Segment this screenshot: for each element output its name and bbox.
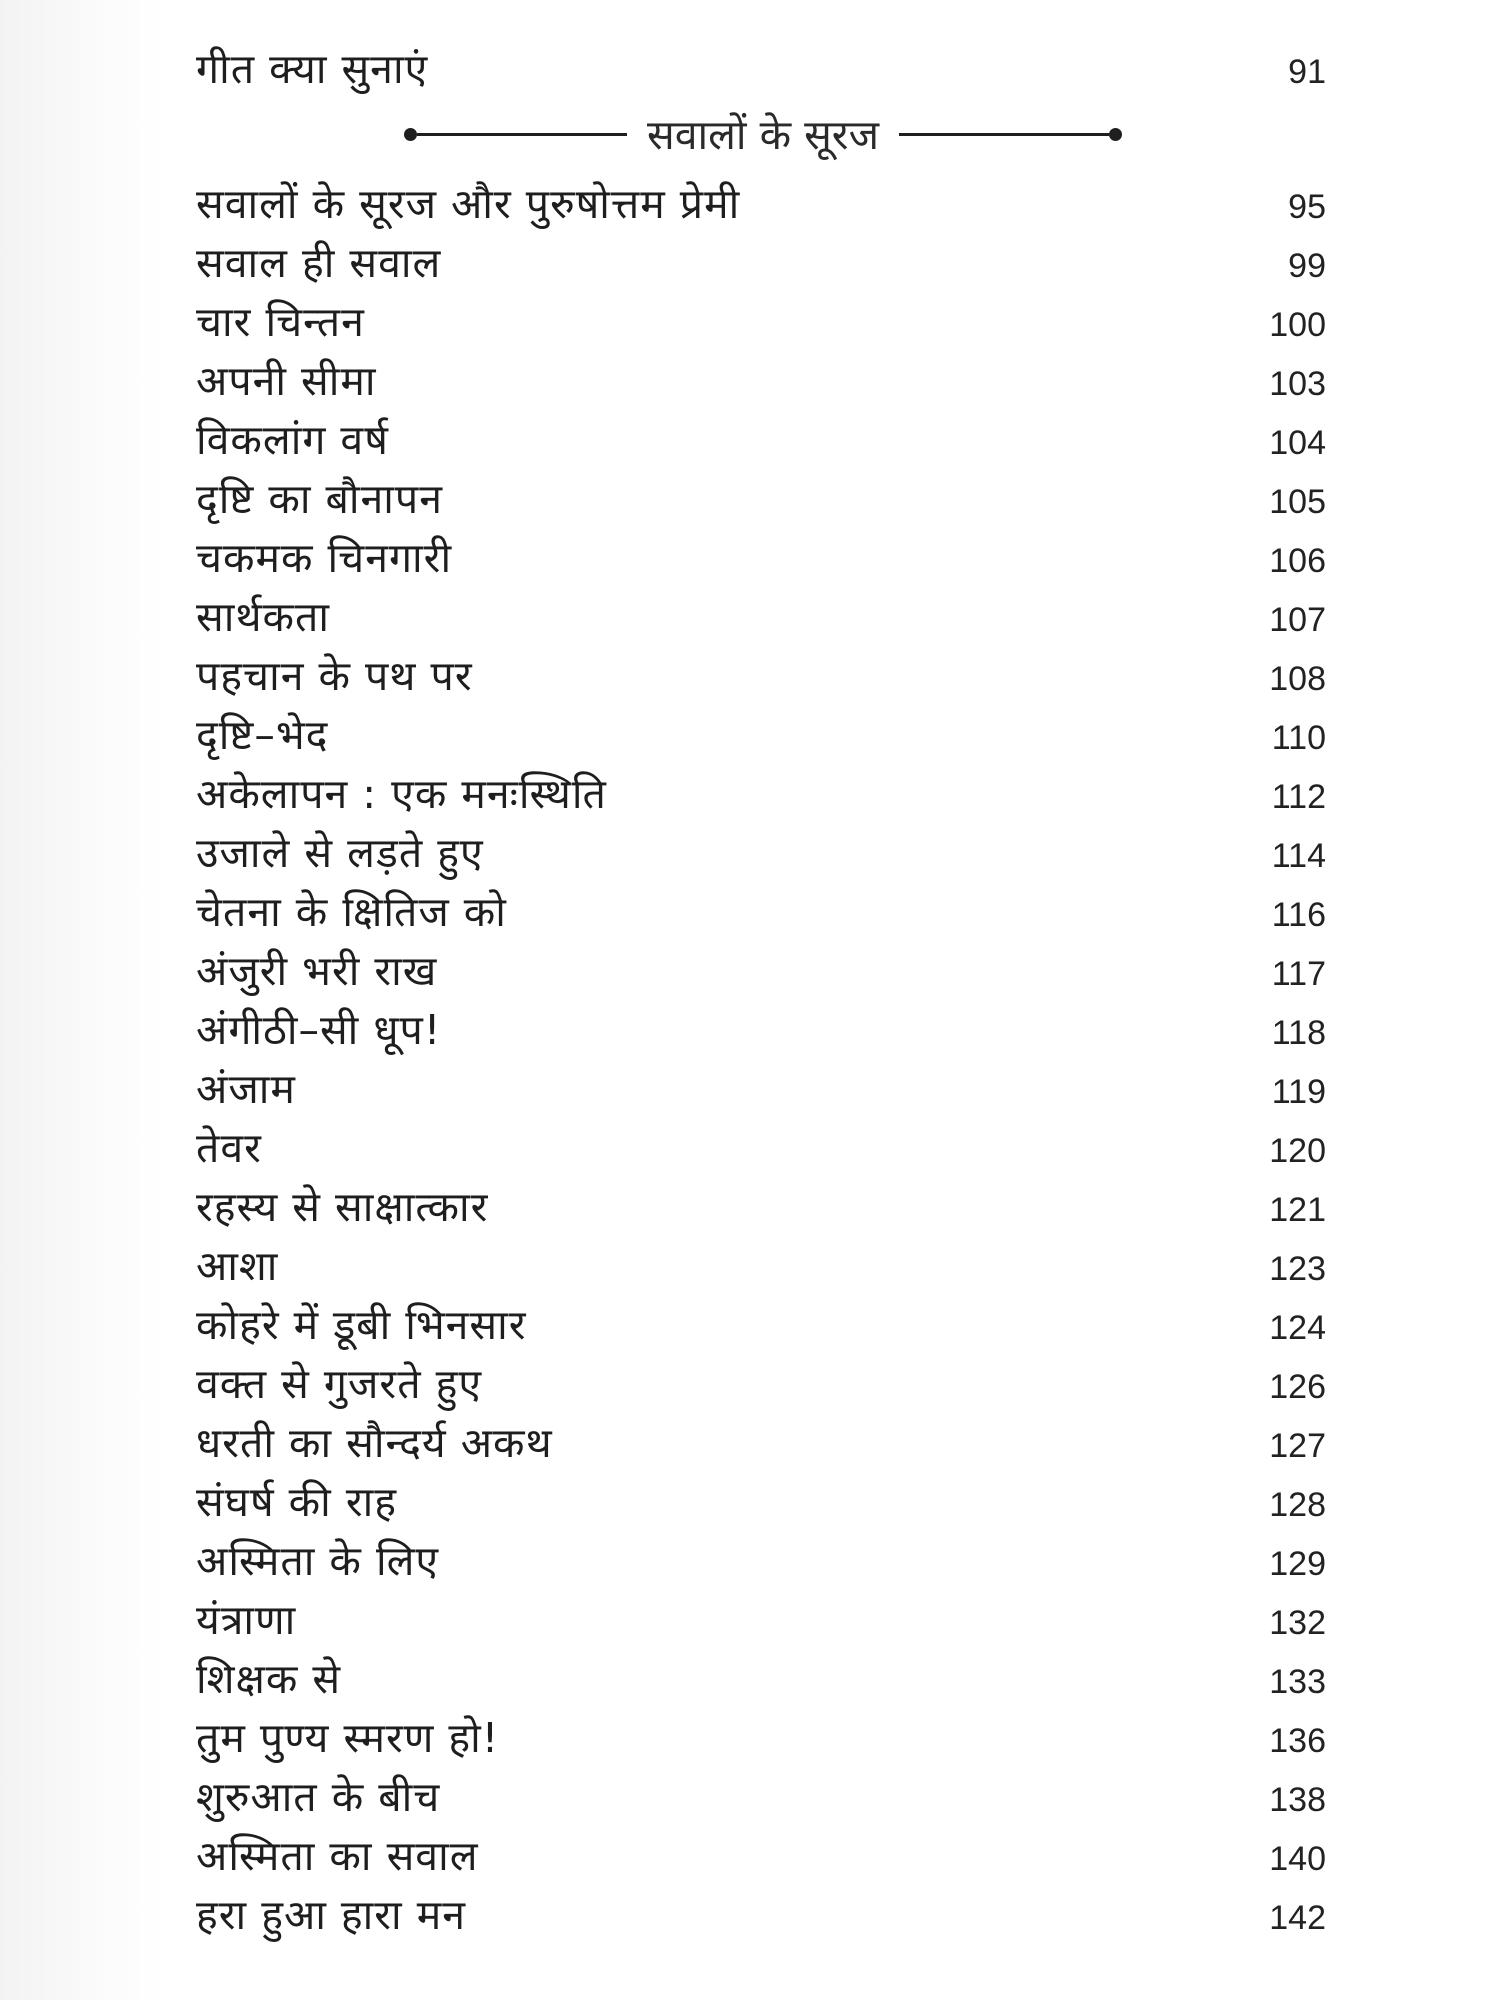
toc-entry	[196, 1886, 1330, 1945]
toc-entry-page: 116	[1271, 896, 1326, 934]
toc-entry-title: यंत्राणा	[196, 1596, 297, 1644]
toc-entry-title: तेवर	[196, 1124, 262, 1172]
rule-dot	[1109, 128, 1122, 141]
toc-entry-page: 104	[1269, 424, 1326, 462]
toc-entry-title: अंजुरी भरी राख	[196, 947, 438, 995]
toc-entry	[196, 765, 1330, 824]
toc-entry-title: अस्मिता का सवाल	[196, 1832, 479, 1880]
toc-entry	[196, 1178, 1330, 1237]
toc-entry	[196, 411, 1330, 470]
toc-entry-title: चेतना के क्षितिज को	[196, 888, 507, 936]
toc-entry-page: 105	[1269, 483, 1326, 521]
toc-entry-page: 136	[1269, 1722, 1326, 1760]
rule-line	[899, 133, 1109, 136]
toc-entry-page: 140	[1269, 1840, 1326, 1878]
toc-entry	[196, 1532, 1330, 1591]
toc-entry-title: सार्थकता	[196, 593, 331, 641]
toc-entry	[196, 883, 1330, 942]
toc-entry-page: 117	[1271, 955, 1326, 993]
toc-entry-page: 108	[1269, 660, 1326, 698]
toc-entry	[196, 175, 1330, 234]
toc-entry-title: अंगीठी–सी धूप!	[196, 1006, 442, 1054]
toc-entry-title: अंजाम	[196, 1065, 296, 1113]
toc-entry	[196, 1001, 1330, 1060]
toc-entry-title: गीत क्या सुनाएं	[196, 45, 429, 93]
toc-entry-title: संघर्ष की राह	[196, 1478, 397, 1526]
toc-entry-page: 120	[1269, 1132, 1326, 1170]
toc-entry	[196, 529, 1330, 588]
toc-entry-page: 119	[1271, 1073, 1326, 1111]
toc-entry-title: चार चिन्तन	[196, 298, 365, 346]
toc-entry-title: आशा	[196, 1242, 279, 1290]
toc-entry-page: 106	[1269, 542, 1326, 580]
section-rule-left	[404, 128, 627, 141]
toc-entry-title: दृष्टि का बौनापन	[196, 475, 443, 523]
toc-entry-title: धरती का सौन्दर्य अकथ	[196, 1419, 553, 1467]
toc-entry	[196, 1650, 1330, 1709]
toc-entry	[196, 1237, 1330, 1296]
toc-entry-title: पहचान के पथ पर	[196, 652, 473, 700]
rule-line	[417, 133, 627, 136]
toc-entry-title: रहस्य से साक्षात्कार	[196, 1183, 489, 1231]
toc-entry	[196, 1591, 1330, 1650]
toc-entry-page: 133	[1269, 1663, 1326, 1701]
toc-entry	[196, 824, 1330, 883]
toc-entry-title: अस्मिता के लिए	[196, 1537, 440, 1585]
page-gutter-shade	[0, 0, 165, 2000]
toc-entry	[196, 1473, 1330, 1532]
toc-entry-title: सवाल ही सवाल	[196, 239, 442, 287]
toc-entry-title: कोहरे में डूबी भिनसार	[196, 1301, 527, 1349]
section-heading	[196, 99, 1330, 169]
toc-entry	[196, 1296, 1330, 1355]
toc-entry-page: 118	[1271, 1014, 1326, 1052]
toc-entry-page: 103	[1269, 365, 1326, 403]
toc-entry-page: 121	[1269, 1191, 1326, 1229]
toc-entry-page: 112	[1271, 778, 1326, 816]
table-of-contents	[196, 40, 1330, 1945]
toc-entry-top	[196, 40, 1330, 99]
toc-entry-page: 129	[1269, 1545, 1326, 1583]
toc-entry	[196, 706, 1330, 765]
toc-entry-title: उजाले से लड़ते हुए	[196, 829, 484, 877]
toc-entry	[196, 942, 1330, 1001]
toc-entry-title: वक्त से गुजरते हुए	[196, 1360, 483, 1408]
section-rule-right	[899, 128, 1122, 141]
toc-entry	[196, 1827, 1330, 1886]
toc-entry-page: 142	[1269, 1899, 1326, 1937]
toc-entry-page: 123	[1269, 1250, 1326, 1288]
toc-entry-title: सवालों के सूरज और पुरुषोत्तम प्रेमी	[196, 180, 741, 228]
toc-entry	[196, 1768, 1330, 1827]
toc-entry	[196, 1060, 1330, 1119]
toc-entry-page: 127	[1269, 1427, 1326, 1465]
toc-entry-title: चकमक चिनगारी	[196, 534, 453, 582]
toc-entry-page: 114	[1271, 837, 1326, 875]
toc-entry-title: शिक्षक से	[196, 1655, 342, 1703]
toc-entry-page: 100	[1269, 306, 1326, 344]
toc-entry	[196, 1414, 1330, 1473]
toc-entry-page: 91	[1288, 53, 1326, 91]
toc-entry	[196, 470, 1330, 529]
toc-entry	[196, 352, 1330, 411]
toc-entry	[196, 1355, 1330, 1414]
toc-entry	[196, 1709, 1330, 1768]
toc-entry-title: अपनी सीमा	[196, 357, 377, 405]
toc-entry-page: 110	[1271, 719, 1326, 757]
toc-entry-title: शुरुआत के बीच	[196, 1773, 441, 1821]
toc-entry-title: अकेलापन : एक मनःस्थिति	[196, 770, 607, 818]
toc-entry-list	[196, 175, 1330, 1945]
toc-entry-page: 124	[1269, 1309, 1326, 1347]
toc-entry-title: विकलांग वर्ष	[196, 416, 389, 464]
toc-entry-title: तुम पुण्य स्मरण हो!	[196, 1714, 500, 1762]
toc-entry	[196, 588, 1330, 647]
section-heading-text: सवालों के सूरज	[646, 111, 879, 159]
rule-dot	[404, 128, 417, 141]
toc-entry-page: 128	[1269, 1486, 1326, 1524]
toc-entry-title: हरा हुआ हारा मन	[196, 1891, 466, 1939]
toc-entry-page: 99	[1288, 247, 1326, 285]
toc-entry-page: 132	[1269, 1604, 1326, 1642]
toc-entry-page: 95	[1288, 188, 1326, 226]
toc-entry-page: 138	[1269, 1781, 1326, 1819]
toc-entry	[196, 234, 1330, 293]
toc-entry-title: दृष्टि–भेद	[196, 711, 329, 759]
toc-entry	[196, 293, 1330, 352]
toc-entry-page: 107	[1269, 601, 1326, 639]
toc-entry	[196, 1119, 1330, 1178]
toc-entry-page: 126	[1269, 1368, 1326, 1406]
toc-entry	[196, 647, 1330, 706]
